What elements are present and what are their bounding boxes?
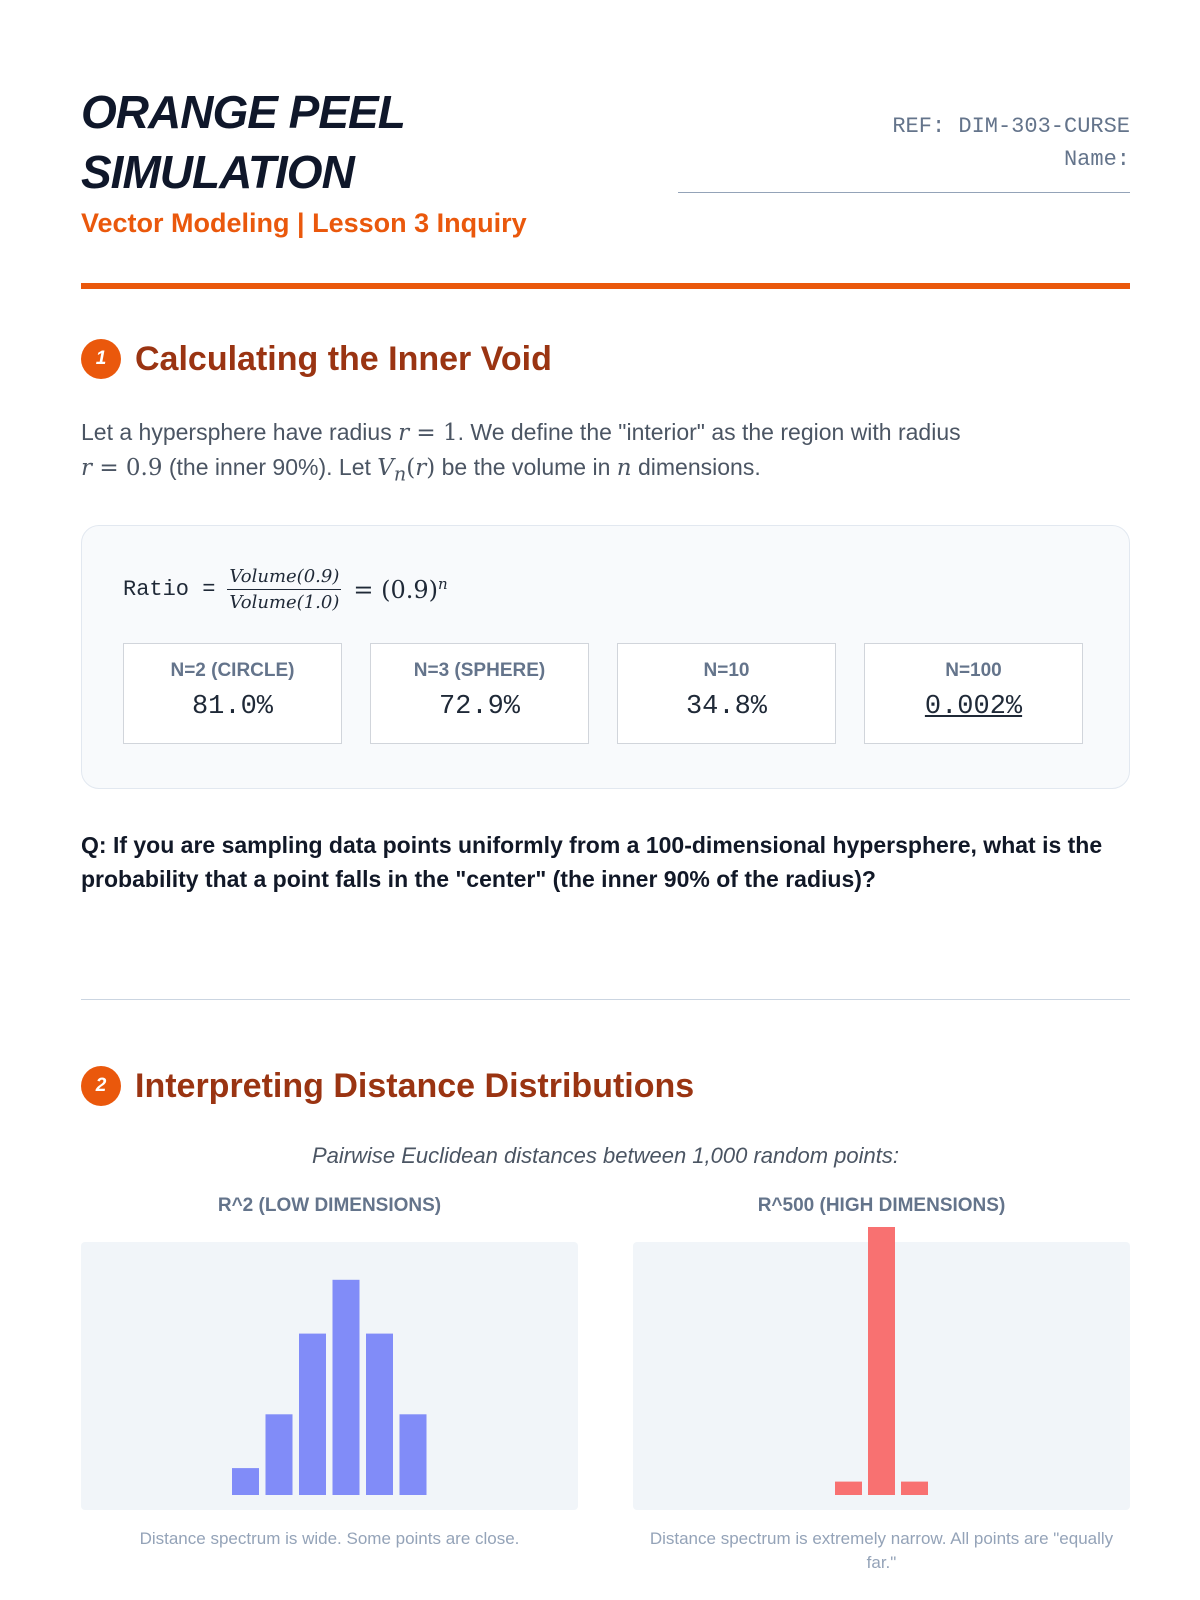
low-dim-note: Distance spectrum is wide. Some points are close. xyxy=(139,1529,520,1548)
card-value: 0.002% xyxy=(924,692,1023,722)
ratio-card-n100 xyxy=(864,643,1083,744)
card-label: N=10 xyxy=(703,660,750,681)
section-divider xyxy=(81,999,1130,1000)
formula-rhs-base: = (0.9) xyxy=(353,576,438,604)
section-2-number-badge: 2 xyxy=(81,1066,121,1106)
section-1-number-badge: 1 xyxy=(81,339,121,379)
math-n: n xyxy=(616,455,632,481)
section-1-heading xyxy=(81,339,552,379)
ratio-label: Ratio = xyxy=(123,577,216,602)
histogram-bar xyxy=(266,1414,293,1495)
section-2-heading xyxy=(81,1066,694,1106)
fraction-numerator: Volume(0.9) xyxy=(227,566,341,590)
card-label: N=100 xyxy=(945,660,1002,681)
card-value: 34.8% xyxy=(685,692,767,722)
ratio-formula-box xyxy=(81,525,1130,789)
formula-exponent: n xyxy=(438,575,448,593)
intro-text-4: be the volume in xyxy=(435,454,617,480)
section-1-intro xyxy=(81,415,1130,492)
histogram-bar xyxy=(868,1227,895,1495)
histogram-bar xyxy=(299,1334,326,1495)
card-label: N=3 (SPHERE) xyxy=(413,660,546,681)
histogram-bar xyxy=(400,1414,427,1495)
distance-caption: Pairwise Euclidean distances between 1,000 random points: xyxy=(311,1143,900,1168)
meta-block xyxy=(670,110,1130,193)
section-1-question: Q: If you are sampling data points uniformly from a 100-dimensional hypersphere, what is the probability that a point falls in the "center" (the inner 90% of the radius)? xyxy=(81,832,1103,892)
volume-fraction xyxy=(227,566,341,613)
math-r-equals-0-9: r = 0.9 xyxy=(81,455,163,481)
intro-text-1: Let a hypersphere have radius xyxy=(81,419,399,445)
histogram-bar xyxy=(901,1482,928,1495)
math-r-equals-1: r = 1 xyxy=(398,420,458,446)
high-dim-histogram-svg xyxy=(633,1242,1130,1510)
intro-text-2: . We define the "interior" as the region with radius xyxy=(457,419,961,445)
histogram-bar xyxy=(835,1482,862,1495)
math-volume-function: $V_n(r)$ xyxy=(377,455,436,486)
card-value: 72.9% xyxy=(438,692,520,722)
title-line-2: SIMULATION xyxy=(81,146,354,198)
low-dim-label: R^2 (LOW DIMENSIONS) xyxy=(217,1195,442,1216)
low-dim-histogram-svg xyxy=(81,1242,578,1510)
histogram-bar xyxy=(366,1334,393,1495)
header-divider xyxy=(81,283,1130,289)
page-subtitle: Vector Modeling | Lesson 3 Inquiry xyxy=(81,208,527,238)
high-dim-panel xyxy=(633,1195,1130,1575)
ratio-formula xyxy=(123,566,448,613)
ratio-cards xyxy=(123,643,1083,744)
intro-text-3: (the inner 90%). Let xyxy=(162,454,378,480)
ref-code: REF: DIM-303-CURSE xyxy=(892,114,1130,139)
intro-text-5: dimensions. xyxy=(631,454,761,480)
card-label: N=2 (CIRCLE) xyxy=(170,660,295,681)
page-title xyxy=(81,82,601,202)
title-block xyxy=(81,82,601,239)
high-dim-note: Distance spectrum is extremely narrow. All points are "equally far." xyxy=(649,1529,1114,1572)
low-dim-histogram xyxy=(81,1242,578,1510)
section-1-title: Calculating the Inner Void xyxy=(135,339,552,378)
card-value: 81.0% xyxy=(191,692,273,722)
low-dim-panel xyxy=(81,1195,578,1551)
section-2-title: Interpreting Distance Distributions xyxy=(135,1066,695,1105)
ratio-card-n2 xyxy=(123,643,342,744)
name-field[interactable] xyxy=(678,192,1130,193)
histogram-bar xyxy=(333,1280,360,1495)
formula-rhs xyxy=(353,575,447,604)
name-label: Name: xyxy=(1063,147,1130,172)
title-line-1: ORANGE PEEL xyxy=(81,86,405,138)
histogram-bar xyxy=(232,1468,259,1495)
ratio-card-n10 xyxy=(617,643,836,744)
ratio-card-n3 xyxy=(370,643,589,744)
fraction-denominator: Volume(1.0) xyxy=(229,592,340,613)
high-dim-histogram xyxy=(633,1242,1130,1510)
high-dim-label: R^500 (HIGH DIMENSIONS) xyxy=(757,1195,1006,1216)
